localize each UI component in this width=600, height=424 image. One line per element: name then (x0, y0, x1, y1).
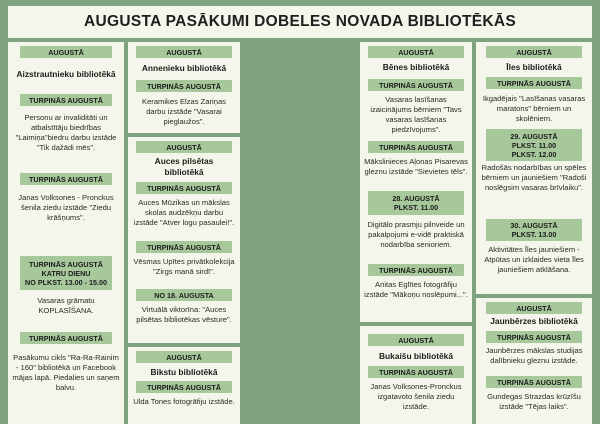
library-name: Auces pilsētas bibliotēkā (154, 156, 214, 177)
schedule-line: NO PLKST. 13.00 - 15.00 (25, 277, 107, 287)
event-text: Mākslinieces Aļonas Pisarevas gleznu izstāde "Sievietes tēls". (364, 157, 468, 176)
continues-badge: TURPINĀS AUGUSTĀ (486, 331, 582, 343)
event-text: Ikgadējais "Lasīšanas vasaras maratons" bērniem un skolēniem. (482, 94, 586, 123)
month-badge: AUGUSTĀ (486, 46, 582, 58)
continues-badge: TURPINĀS AUGUSTĀ (368, 264, 464, 276)
card-ile (476, 42, 592, 294)
library-name: Bukaišu bibliotēkā (379, 351, 453, 361)
event-text: Digitālo prasmju pilnveide un pakalpojumi e-vidē praktiskā nodarbība senioriem. (367, 220, 465, 249)
event-text: Personu ar invaliditāti un atbalstītāju biedrības "Laimiņa"biedru darbu izstāde "Tik dažādi mēs". (15, 113, 117, 152)
continues-badge: TURPINĀS AUGUSTĀ (136, 80, 232, 92)
month-badge: AUGUSTĀ (136, 46, 232, 58)
schedule-line: TURPINĀS AUGUSTĀ (28, 259, 103, 269)
library-name: Bikstu bibliotēkā (150, 367, 218, 377)
library-name: Jaunbērzes bibliotēkā (490, 316, 578, 326)
event-text: Vēsmas Upītes privātkolekcija "Zirgs manā sirdī". (133, 257, 235, 276)
card-auce (128, 137, 240, 343)
card-bikstu (128, 347, 240, 424)
time-line: PLKST. 11.00 (393, 203, 439, 212)
continues-badge: TURPINĀS AUGUSTĀ (368, 366, 464, 378)
event-text: Virtuālā viktorīna: "Auces pilsētas bibliotēkas vēsture". (136, 305, 232, 324)
continues-badge: TURPINĀS AUGUSTĀ (20, 94, 112, 106)
library-name: Annenieku bibliotēkā (141, 63, 227, 73)
event-text: Janas Volksones-Pronckus izgatavoto šenila ziedu izstāde. (370, 382, 462, 411)
event-text: Pasākumu cikls "Ra-Ra-Rainim - 160" bibliotēkā un Facebook mājas lapā. Piedalies un saņem balvu. (12, 353, 120, 392)
continues-badge: TURPINĀS AUGUSTĀ (486, 376, 582, 388)
date-badge (368, 191, 464, 215)
date-badge (486, 219, 582, 241)
event-text: Janas Volksones - Pronckus šenila ziedu izstāde "Ziedu krāšņums". (18, 193, 114, 222)
card-aizstrautnieki (8, 42, 124, 424)
event-text: Vasaras grāmatu KOPLASĪŠANA. (37, 296, 95, 315)
month-badge: AUGUSTĀ (368, 334, 464, 346)
date-badge (486, 129, 582, 161)
month-badge: AUGUSTĀ (20, 46, 112, 58)
schedule-line: KATRU DIENU (41, 268, 91, 278)
date-line: 29. AUGUSTĀ (510, 131, 558, 141)
month-badge: AUGUSTĀ (136, 351, 232, 363)
time-line: PLKST. 13.00 (511, 230, 557, 239)
month-badge: AUGUSTĀ (486, 302, 582, 314)
event-text: Vasaras lasīšanas izaicinājums bērniem "Tavs vasaras lasīšanas piedzīvojums". (370, 95, 462, 134)
card-annenieki (128, 42, 240, 133)
continues-badge: TURPINĀS AUGUSTĀ (20, 332, 112, 344)
event-text: Gundegas Strazdas krūzīšu izstāde "Tējas laiks". (487, 392, 581, 411)
time-line: PLKST. 11.00 (511, 140, 557, 150)
schedule-badge (20, 256, 112, 290)
event-text: Radošās nodarbības un spēles bērniem un jauniešiem "Radoši noslēgsim vasaras brīvlaiku". (481, 163, 587, 192)
event-text: Ulda Tones fotogrāfiju izstāde. (133, 397, 235, 406)
continues-badge: TURPINĀS AUGUSTĀ (136, 241, 232, 253)
continues-badge: TURPINĀS AUGUSTĀ (136, 381, 232, 393)
month-badge: AUGUSTĀ (136, 141, 232, 153)
event-text: Aktivitātes Īles jauniešiem - Atpūtas un izklaides vieta Īles jauniešiem atklāšana. (484, 245, 584, 274)
event-text: Anitas Eglītes fotogrāfiju izstāde "Mākoņu noslēpumi...". (364, 280, 468, 299)
continues-badge: TURPINĀS AUGUSTĀ (136, 182, 232, 194)
library-name: Bēnes bibliotēkā (382, 62, 450, 72)
month-badge: AUGUSTĀ (368, 46, 464, 58)
event-text: Keramikes Elzas Zariņas darbu izstāde "Vasarai pieglaužos". (142, 97, 226, 126)
card-bukaisi (360, 326, 472, 424)
library-name: Īles bibliotēkā (506, 62, 562, 72)
card-bene (360, 42, 472, 322)
center-panel (244, 42, 356, 424)
library-name: Aizstrautnieku bibliotēkā (16, 69, 116, 79)
date-line: 28. AUGUSTĀ (392, 194, 440, 203)
card-jaunberze (476, 298, 592, 424)
continues-badge: TURPINĀS AUGUSTĀ (368, 141, 464, 153)
continues-badge: TURPINĀS AUGUSTĀ (20, 173, 112, 185)
page-title: AUGUSTA PASĀKUMI DOBELES NOVADA BIBLIOTĒKĀS (8, 6, 592, 38)
continues-badge: TURPINĀS AUGUSTĀ (368, 79, 464, 91)
date-line: 30. AUGUSTĀ (510, 221, 558, 230)
continues-badge: TURPINĀS AUGUSTĀ (486, 77, 582, 89)
date-badge: NO 18. AUGUSTA (136, 289, 232, 301)
time-line: PLKST. 12.00 (511, 149, 557, 159)
event-text: Jaunbērzes mākslas studijas dalībnieku gleznu izstāde. (485, 346, 583, 365)
event-text: Auces Mūzikas un mākslas skolas audzēkņu darbu izstāde "Atver logu pasaulei!". (133, 198, 235, 227)
